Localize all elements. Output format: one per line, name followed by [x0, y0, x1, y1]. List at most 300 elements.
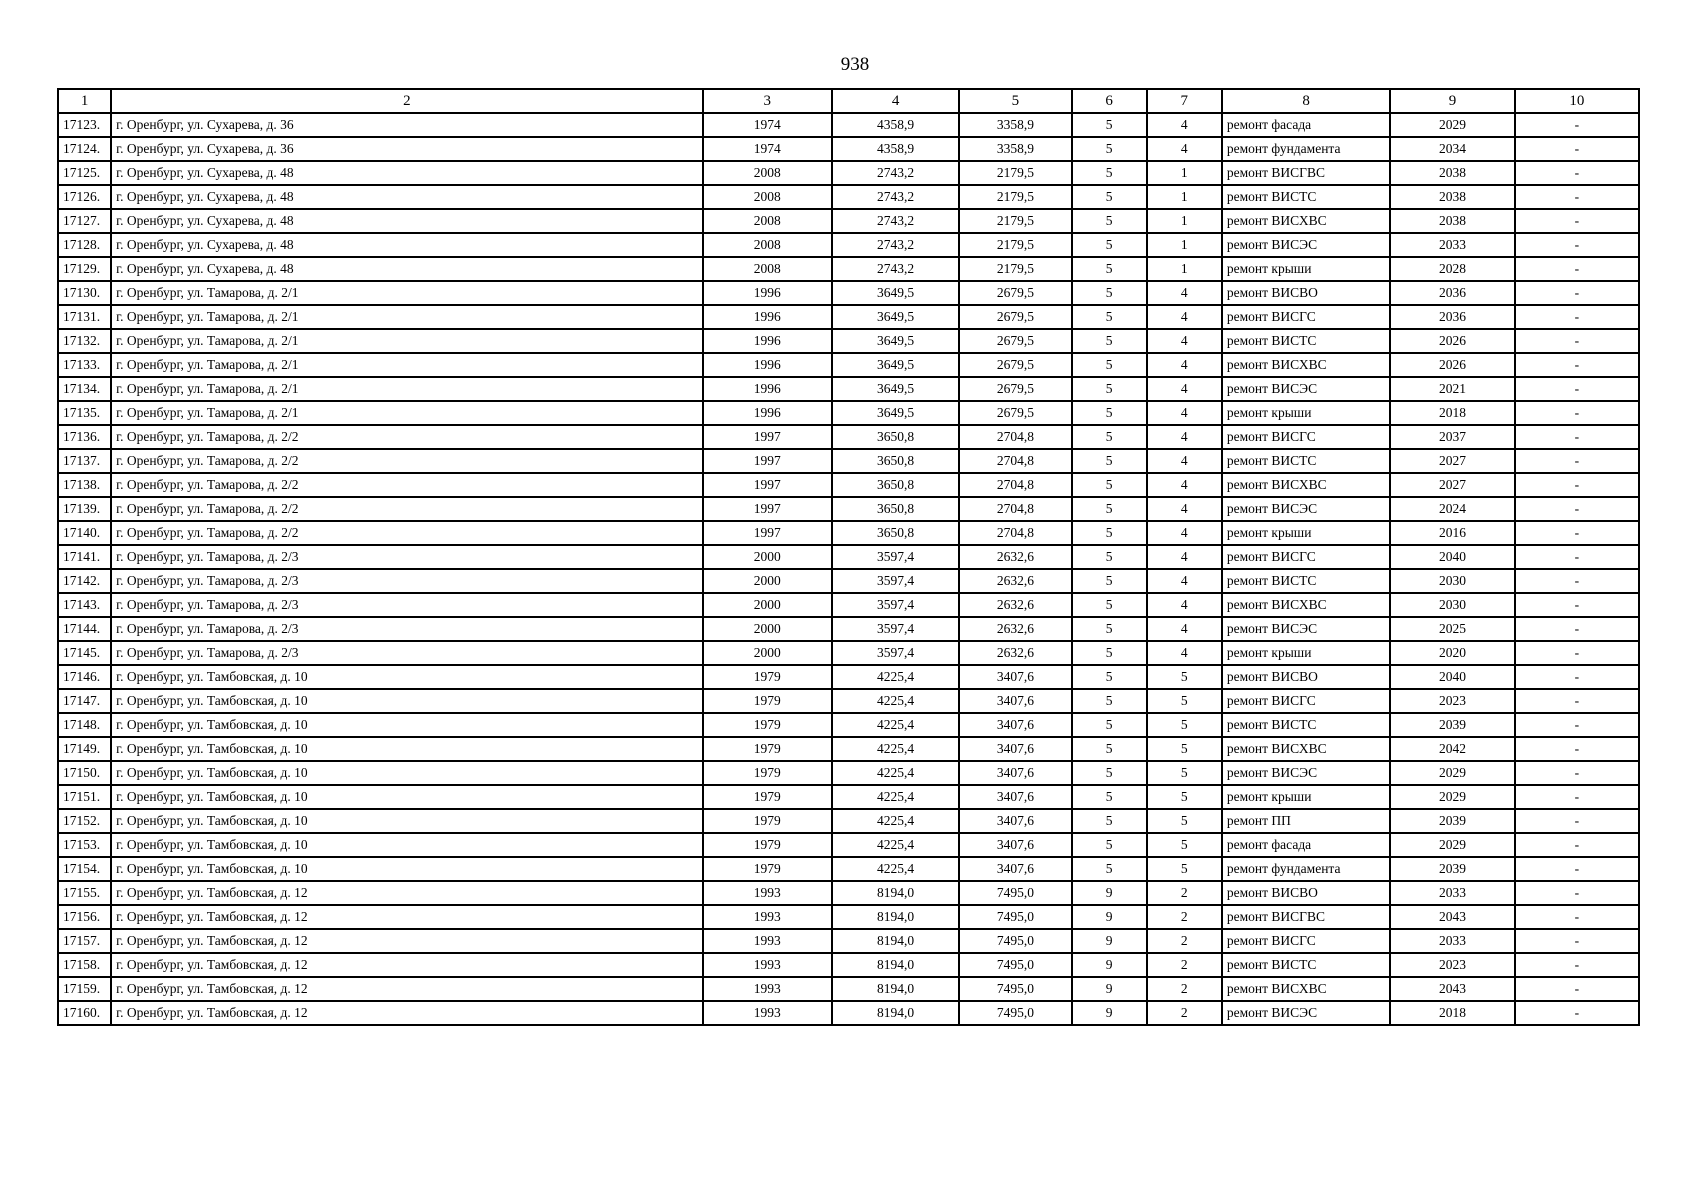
year-built-cell: 1997	[703, 449, 832, 473]
table-row	[58, 473, 1639, 497]
entrances-cell: 1	[1147, 209, 1222, 233]
column-header: 6	[1072, 89, 1147, 113]
living-area-cell: 2679,5	[959, 353, 1071, 377]
note-cell: -	[1515, 785, 1639, 809]
row-number-cell: 17158.	[58, 953, 111, 977]
address-cell: г. Оренбург, ул. Сухарева, д. 48	[111, 161, 702, 185]
table-row	[58, 329, 1639, 353]
address-cell: г. Оренбург, ул. Тамарова, д. 2/2	[111, 473, 702, 497]
row-number-cell: 17133.	[58, 353, 111, 377]
living-area-cell: 3407,6	[959, 737, 1071, 761]
year-built-cell: 1979	[703, 761, 832, 785]
table-row	[58, 209, 1639, 233]
repair-type-cell: ремонт ВИСВО	[1222, 665, 1390, 689]
address-cell: г. Оренбург, ул. Тамарова, д. 2/1	[111, 377, 702, 401]
repair-type-cell: ремонт крыши	[1222, 401, 1390, 425]
repair-type-cell: ремонт ПП	[1222, 809, 1390, 833]
address-cell: г. Оренбург, ул. Тамарова, д. 2/2	[111, 425, 702, 449]
total-area-cell: 3650,8	[832, 473, 959, 497]
entrances-cell: 4	[1147, 449, 1222, 473]
living-area-cell: 2704,8	[959, 497, 1071, 521]
planned-year-cell: 2023	[1390, 953, 1514, 977]
planned-year-cell: 2018	[1390, 1001, 1514, 1025]
table-row	[58, 545, 1639, 569]
floors-cell: 5	[1072, 257, 1147, 281]
year-built-cell: 2008	[703, 257, 832, 281]
year-built-cell: 2000	[703, 641, 832, 665]
address-cell: г. Оренбург, ул. Тамарова, д. 2/1	[111, 281, 702, 305]
column-header: 4	[832, 89, 959, 113]
planned-year-cell: 2038	[1390, 161, 1514, 185]
floors-cell: 5	[1072, 473, 1147, 497]
entrances-cell: 4	[1147, 353, 1222, 377]
table-row	[58, 449, 1639, 473]
address-cell: г. Оренбург, ул. Тамбовская, д. 10	[111, 665, 702, 689]
entrances-cell: 4	[1147, 305, 1222, 329]
planned-year-cell: 2030	[1390, 593, 1514, 617]
living-area-cell: 7495,0	[959, 1001, 1071, 1025]
total-area-cell: 4358,9	[832, 137, 959, 161]
year-built-cell: 1996	[703, 353, 832, 377]
repair-type-cell: ремонт ВИСХВС	[1222, 209, 1390, 233]
living-area-cell: 3407,6	[959, 857, 1071, 881]
planned-year-cell: 2038	[1390, 209, 1514, 233]
living-area-cell: 2632,6	[959, 593, 1071, 617]
total-area-cell: 3597,4	[832, 545, 959, 569]
repair-type-cell: ремонт ВИСГВС	[1222, 161, 1390, 185]
living-area-cell: 7495,0	[959, 905, 1071, 929]
repair-type-cell: ремонт ВИСТС	[1222, 185, 1390, 209]
entrances-cell: 1	[1147, 233, 1222, 257]
note-cell: -	[1515, 929, 1639, 953]
table-row	[58, 161, 1639, 185]
planned-year-cell: 2026	[1390, 329, 1514, 353]
table-row	[58, 737, 1639, 761]
address-cell: г. Оренбург, ул. Тамарова, д. 2/3	[111, 641, 702, 665]
row-number-cell: 17151.	[58, 785, 111, 809]
living-area-cell: 2704,8	[959, 521, 1071, 545]
row-number-cell: 17143.	[58, 593, 111, 617]
total-area-cell: 8194,0	[832, 977, 959, 1001]
note-cell: -	[1515, 305, 1639, 329]
total-area-cell: 3650,8	[832, 425, 959, 449]
living-area-cell: 2679,5	[959, 329, 1071, 353]
note-cell: -	[1515, 209, 1639, 233]
entrances-cell: 2	[1147, 905, 1222, 929]
address-cell: г. Оренбург, ул. Сухарева, д. 48	[111, 233, 702, 257]
total-area-cell: 3650,8	[832, 449, 959, 473]
year-built-cell: 1979	[703, 785, 832, 809]
repair-type-cell: ремонт ВИСХВС	[1222, 353, 1390, 377]
living-area-cell: 2704,8	[959, 425, 1071, 449]
total-area-cell: 3650,8	[832, 497, 959, 521]
note-cell: -	[1515, 425, 1639, 449]
planned-year-cell: 2029	[1390, 785, 1514, 809]
year-built-cell: 1997	[703, 521, 832, 545]
row-number-cell: 17150.	[58, 761, 111, 785]
total-area-cell: 3597,4	[832, 593, 959, 617]
year-built-cell: 1997	[703, 497, 832, 521]
planned-year-cell: 2040	[1390, 545, 1514, 569]
entrances-cell: 4	[1147, 425, 1222, 449]
total-area-cell: 4225,4	[832, 713, 959, 737]
floors-cell: 5	[1072, 857, 1147, 881]
entrances-cell: 2	[1147, 929, 1222, 953]
floors-cell: 5	[1072, 545, 1147, 569]
table-row	[58, 497, 1639, 521]
address-cell: г. Оренбург, ул. Тамбовская, д. 12	[111, 881, 702, 905]
floors-cell: 5	[1072, 689, 1147, 713]
entrances-cell: 5	[1147, 737, 1222, 761]
year-built-cell: 1996	[703, 305, 832, 329]
row-number-cell: 17156.	[58, 905, 111, 929]
row-number-cell: 17125.	[58, 161, 111, 185]
entrances-cell: 4	[1147, 281, 1222, 305]
entrances-cell: 5	[1147, 689, 1222, 713]
planned-year-cell: 2016	[1390, 521, 1514, 545]
row-number-cell: 17144.	[58, 617, 111, 641]
repair-type-cell: ремонт фасада	[1222, 833, 1390, 857]
repair-type-cell: ремонт ВИСТС	[1222, 953, 1390, 977]
column-header: 7	[1147, 89, 1222, 113]
year-built-cell: 1974	[703, 113, 832, 137]
repair-type-cell: ремонт ВИСЭС	[1222, 761, 1390, 785]
total-area-cell: 3649,5	[832, 401, 959, 425]
planned-year-cell: 2039	[1390, 809, 1514, 833]
row-number-cell: 17155.	[58, 881, 111, 905]
planned-year-cell: 2027	[1390, 449, 1514, 473]
floors-cell: 5	[1072, 593, 1147, 617]
year-built-cell: 1979	[703, 737, 832, 761]
column-number-row	[58, 89, 1639, 113]
table-row	[58, 713, 1639, 737]
entrances-cell: 4	[1147, 569, 1222, 593]
note-cell: -	[1515, 617, 1639, 641]
row-number-cell: 17129.	[58, 257, 111, 281]
living-area-cell: 2179,5	[959, 257, 1071, 281]
floors-cell: 9	[1072, 953, 1147, 977]
note-cell: -	[1515, 185, 1639, 209]
note-cell: -	[1515, 905, 1639, 929]
note-cell: -	[1515, 665, 1639, 689]
table-body	[58, 113, 1639, 1025]
entrances-cell: 2	[1147, 1001, 1222, 1025]
row-number-cell: 17141.	[58, 545, 111, 569]
table-row	[58, 665, 1639, 689]
entrances-cell: 2	[1147, 881, 1222, 905]
address-cell: г. Оренбург, ул. Сухарева, д. 36	[111, 137, 702, 161]
year-built-cell: 1979	[703, 665, 832, 689]
row-number-cell: 17142.	[58, 569, 111, 593]
note-cell: -	[1515, 521, 1639, 545]
floors-cell: 5	[1072, 665, 1147, 689]
address-cell: г. Оренбург, ул. Тамбовская, д. 12	[111, 1001, 702, 1025]
row-number-cell: 17149.	[58, 737, 111, 761]
table-row	[58, 185, 1639, 209]
planned-year-cell: 2020	[1390, 641, 1514, 665]
repair-type-cell: ремонт ВИСГС	[1222, 689, 1390, 713]
floors-cell: 5	[1072, 209, 1147, 233]
planned-year-cell: 2038	[1390, 185, 1514, 209]
planned-year-cell: 2042	[1390, 737, 1514, 761]
entrances-cell: 1	[1147, 257, 1222, 281]
address-cell: г. Оренбург, ул. Тамарова, д. 2/1	[111, 305, 702, 329]
address-cell: г. Оренбург, ул. Тамбовская, д. 10	[111, 689, 702, 713]
year-built-cell: 1997	[703, 473, 832, 497]
planned-year-cell: 2034	[1390, 137, 1514, 161]
entrances-cell: 5	[1147, 713, 1222, 737]
note-cell: -	[1515, 1001, 1639, 1025]
note-cell: -	[1515, 713, 1639, 737]
repair-type-cell: ремонт ВИСГС	[1222, 305, 1390, 329]
entrances-cell: 5	[1147, 857, 1222, 881]
floors-cell: 5	[1072, 425, 1147, 449]
repair-type-cell: ремонт фасада	[1222, 113, 1390, 137]
total-area-cell: 3649,5	[832, 329, 959, 353]
floors-cell: 5	[1072, 833, 1147, 857]
table-row	[58, 617, 1639, 641]
planned-year-cell: 2025	[1390, 617, 1514, 641]
planned-year-cell: 2023	[1390, 689, 1514, 713]
address-cell: г. Оренбург, ул. Тамарова, д. 2/3	[111, 617, 702, 641]
note-cell: -	[1515, 545, 1639, 569]
floors-cell: 5	[1072, 785, 1147, 809]
total-area-cell: 3597,4	[832, 617, 959, 641]
total-area-cell: 4225,4	[832, 809, 959, 833]
row-number-cell: 17154.	[58, 857, 111, 881]
row-number-cell: 17126.	[58, 185, 111, 209]
living-area-cell: 2679,5	[959, 401, 1071, 425]
note-cell: -	[1515, 593, 1639, 617]
entrances-cell: 4	[1147, 137, 1222, 161]
note-cell: -	[1515, 401, 1639, 425]
year-built-cell: 1993	[703, 953, 832, 977]
planned-year-cell: 2030	[1390, 569, 1514, 593]
floors-cell: 9	[1072, 905, 1147, 929]
repair-type-cell: ремонт крыши	[1222, 257, 1390, 281]
planned-year-cell: 2027	[1390, 473, 1514, 497]
repair-type-cell: ремонт ВИСТС	[1222, 329, 1390, 353]
row-number-cell: 17124.	[58, 137, 111, 161]
total-area-cell: 2743,2	[832, 233, 959, 257]
living-area-cell: 2179,5	[959, 185, 1071, 209]
living-area-cell: 3358,9	[959, 113, 1071, 137]
entrances-cell: 1	[1147, 161, 1222, 185]
total-area-cell: 4225,4	[832, 689, 959, 713]
column-header: 2	[111, 89, 702, 113]
floors-cell: 5	[1072, 305, 1147, 329]
living-area-cell: 2179,5	[959, 209, 1071, 233]
floors-cell: 9	[1072, 881, 1147, 905]
planned-year-cell: 2024	[1390, 497, 1514, 521]
total-area-cell: 4225,4	[832, 737, 959, 761]
year-built-cell: 2008	[703, 209, 832, 233]
entrances-cell: 2	[1147, 977, 1222, 1001]
year-built-cell: 1979	[703, 713, 832, 737]
repair-type-cell: ремонт ВИСГС	[1222, 545, 1390, 569]
living-area-cell: 2632,6	[959, 641, 1071, 665]
entrances-cell: 1	[1147, 185, 1222, 209]
note-cell: -	[1515, 761, 1639, 785]
entrances-cell: 4	[1147, 521, 1222, 545]
address-cell: г. Оренбург, ул. Тамарова, д. 2/1	[111, 401, 702, 425]
planned-year-cell: 2043	[1390, 977, 1514, 1001]
row-number-cell: 17139.	[58, 497, 111, 521]
row-number-cell: 17130.	[58, 281, 111, 305]
year-built-cell: 1996	[703, 401, 832, 425]
row-number-cell: 17148.	[58, 713, 111, 737]
table-row	[58, 113, 1639, 137]
planned-year-cell: 2039	[1390, 857, 1514, 881]
table-row	[58, 881, 1639, 905]
address-cell: г. Оренбург, ул. Тамбовская, д. 10	[111, 761, 702, 785]
living-area-cell: 7495,0	[959, 881, 1071, 905]
table-row	[58, 953, 1639, 977]
column-header: 3	[703, 89, 832, 113]
table-row	[58, 809, 1639, 833]
column-header: 1	[58, 89, 111, 113]
table-row	[58, 353, 1639, 377]
row-number-cell: 17132.	[58, 329, 111, 353]
floors-cell: 5	[1072, 329, 1147, 353]
note-cell: -	[1515, 377, 1639, 401]
note-cell: -	[1515, 353, 1639, 377]
repair-type-cell: ремонт ВИСВО	[1222, 281, 1390, 305]
repair-type-cell: ремонт крыши	[1222, 521, 1390, 545]
address-cell: г. Оренбург, ул. Тамарова, д. 2/2	[111, 521, 702, 545]
year-built-cell: 2008	[703, 185, 832, 209]
column-header: 10	[1515, 89, 1639, 113]
year-built-cell: 2000	[703, 593, 832, 617]
total-area-cell: 8194,0	[832, 929, 959, 953]
repair-type-cell: ремонт ВИСГС	[1222, 929, 1390, 953]
total-area-cell: 4225,4	[832, 761, 959, 785]
table-row	[58, 977, 1639, 1001]
living-area-cell: 2632,6	[959, 569, 1071, 593]
total-area-cell: 4225,4	[832, 857, 959, 881]
total-area-cell: 3597,4	[832, 569, 959, 593]
table-row	[58, 641, 1639, 665]
planned-year-cell: 2040	[1390, 665, 1514, 689]
floors-cell: 5	[1072, 641, 1147, 665]
row-number-cell: 17147.	[58, 689, 111, 713]
year-built-cell: 1979	[703, 809, 832, 833]
planned-year-cell: 2029	[1390, 113, 1514, 137]
address-cell: г. Оренбург, ул. Тамарова, д. 2/3	[111, 545, 702, 569]
note-cell: -	[1515, 161, 1639, 185]
address-cell: г. Оренбург, ул. Тамбовская, д. 12	[111, 905, 702, 929]
row-number-cell: 17134.	[58, 377, 111, 401]
address-cell: г. Оренбург, ул. Сухарева, д. 48	[111, 209, 702, 233]
table-row	[58, 401, 1639, 425]
year-built-cell: 1996	[703, 281, 832, 305]
repair-type-cell: ремонт ВИСГС	[1222, 425, 1390, 449]
entrances-cell: 4	[1147, 545, 1222, 569]
note-cell: -	[1515, 257, 1639, 281]
address-cell: г. Оренбург, ул. Тамбовская, д. 10	[111, 809, 702, 833]
table-row	[58, 785, 1639, 809]
note-cell: -	[1515, 137, 1639, 161]
repair-type-cell: ремонт ВИСХВС	[1222, 977, 1390, 1001]
note-cell: -	[1515, 233, 1639, 257]
total-area-cell: 2743,2	[832, 209, 959, 233]
total-area-cell: 4225,4	[832, 665, 959, 689]
living-area-cell: 3407,6	[959, 833, 1071, 857]
entrances-cell: 4	[1147, 593, 1222, 617]
total-area-cell: 3649,5	[832, 281, 959, 305]
living-area-cell: 7495,0	[959, 929, 1071, 953]
table-row	[58, 857, 1639, 881]
living-area-cell: 7495,0	[959, 977, 1071, 1001]
year-built-cell: 2008	[703, 161, 832, 185]
planned-year-cell: 2029	[1390, 833, 1514, 857]
row-number-cell: 17128.	[58, 233, 111, 257]
note-cell: -	[1515, 953, 1639, 977]
row-number-cell: 17153.	[58, 833, 111, 857]
total-area-cell: 3597,4	[832, 641, 959, 665]
floors-cell: 5	[1072, 161, 1147, 185]
address-cell: г. Оренбург, ул. Тамбовская, д. 10	[111, 737, 702, 761]
living-area-cell: 7495,0	[959, 953, 1071, 977]
row-number-cell: 17123.	[58, 113, 111, 137]
year-built-cell: 2000	[703, 545, 832, 569]
entrances-cell: 4	[1147, 641, 1222, 665]
entrances-cell: 5	[1147, 833, 1222, 857]
entrances-cell: 4	[1147, 377, 1222, 401]
address-cell: г. Оренбург, ул. Тамарова, д. 2/3	[111, 569, 702, 593]
floors-cell: 5	[1072, 713, 1147, 737]
entrances-cell: 2	[1147, 953, 1222, 977]
planned-year-cell: 2018	[1390, 401, 1514, 425]
entrances-cell: 4	[1147, 497, 1222, 521]
address-cell: г. Оренбург, ул. Тамбовская, д. 10	[111, 713, 702, 737]
total-area-cell: 2743,2	[832, 257, 959, 281]
note-cell: -	[1515, 641, 1639, 665]
year-built-cell: 1996	[703, 377, 832, 401]
note-cell: -	[1515, 857, 1639, 881]
repair-type-cell: ремонт ВИСХВС	[1222, 737, 1390, 761]
planned-year-cell: 2037	[1390, 425, 1514, 449]
total-area-cell: 8194,0	[832, 1001, 959, 1025]
row-number-cell: 17135.	[58, 401, 111, 425]
address-cell: г. Оренбург, ул. Тамарова, д. 2/1	[111, 329, 702, 353]
address-cell: г. Оренбург, ул. Сухарева, д. 48	[111, 185, 702, 209]
living-area-cell: 3358,9	[959, 137, 1071, 161]
row-number-cell: 17131.	[58, 305, 111, 329]
row-number-cell: 17138.	[58, 473, 111, 497]
floors-cell: 5	[1072, 809, 1147, 833]
repair-type-cell: ремонт ВИСТС	[1222, 713, 1390, 737]
table-row	[58, 257, 1639, 281]
address-cell: г. Оренбург, ул. Тамбовская, д. 10	[111, 833, 702, 857]
row-number-cell: 17145.	[58, 641, 111, 665]
column-header: 5	[959, 89, 1071, 113]
floors-cell: 9	[1072, 977, 1147, 1001]
floors-cell: 5	[1072, 353, 1147, 377]
year-built-cell: 1996	[703, 329, 832, 353]
note-cell: -	[1515, 809, 1639, 833]
row-number-cell: 17160.	[58, 1001, 111, 1025]
address-cell: г. Оренбург, ул. Тамарова, д. 2/3	[111, 593, 702, 617]
repair-type-cell: ремонт ВИСЭС	[1222, 1001, 1390, 1025]
entrances-cell: 5	[1147, 809, 1222, 833]
year-built-cell: 1993	[703, 881, 832, 905]
note-cell: -	[1515, 113, 1639, 137]
note-cell: -	[1515, 977, 1639, 1001]
total-area-cell: 3649,5	[832, 377, 959, 401]
address-cell: г. Оренбург, ул. Тамарова, д. 2/1	[111, 353, 702, 377]
repair-type-cell: ремонт ВИСЭС	[1222, 617, 1390, 641]
